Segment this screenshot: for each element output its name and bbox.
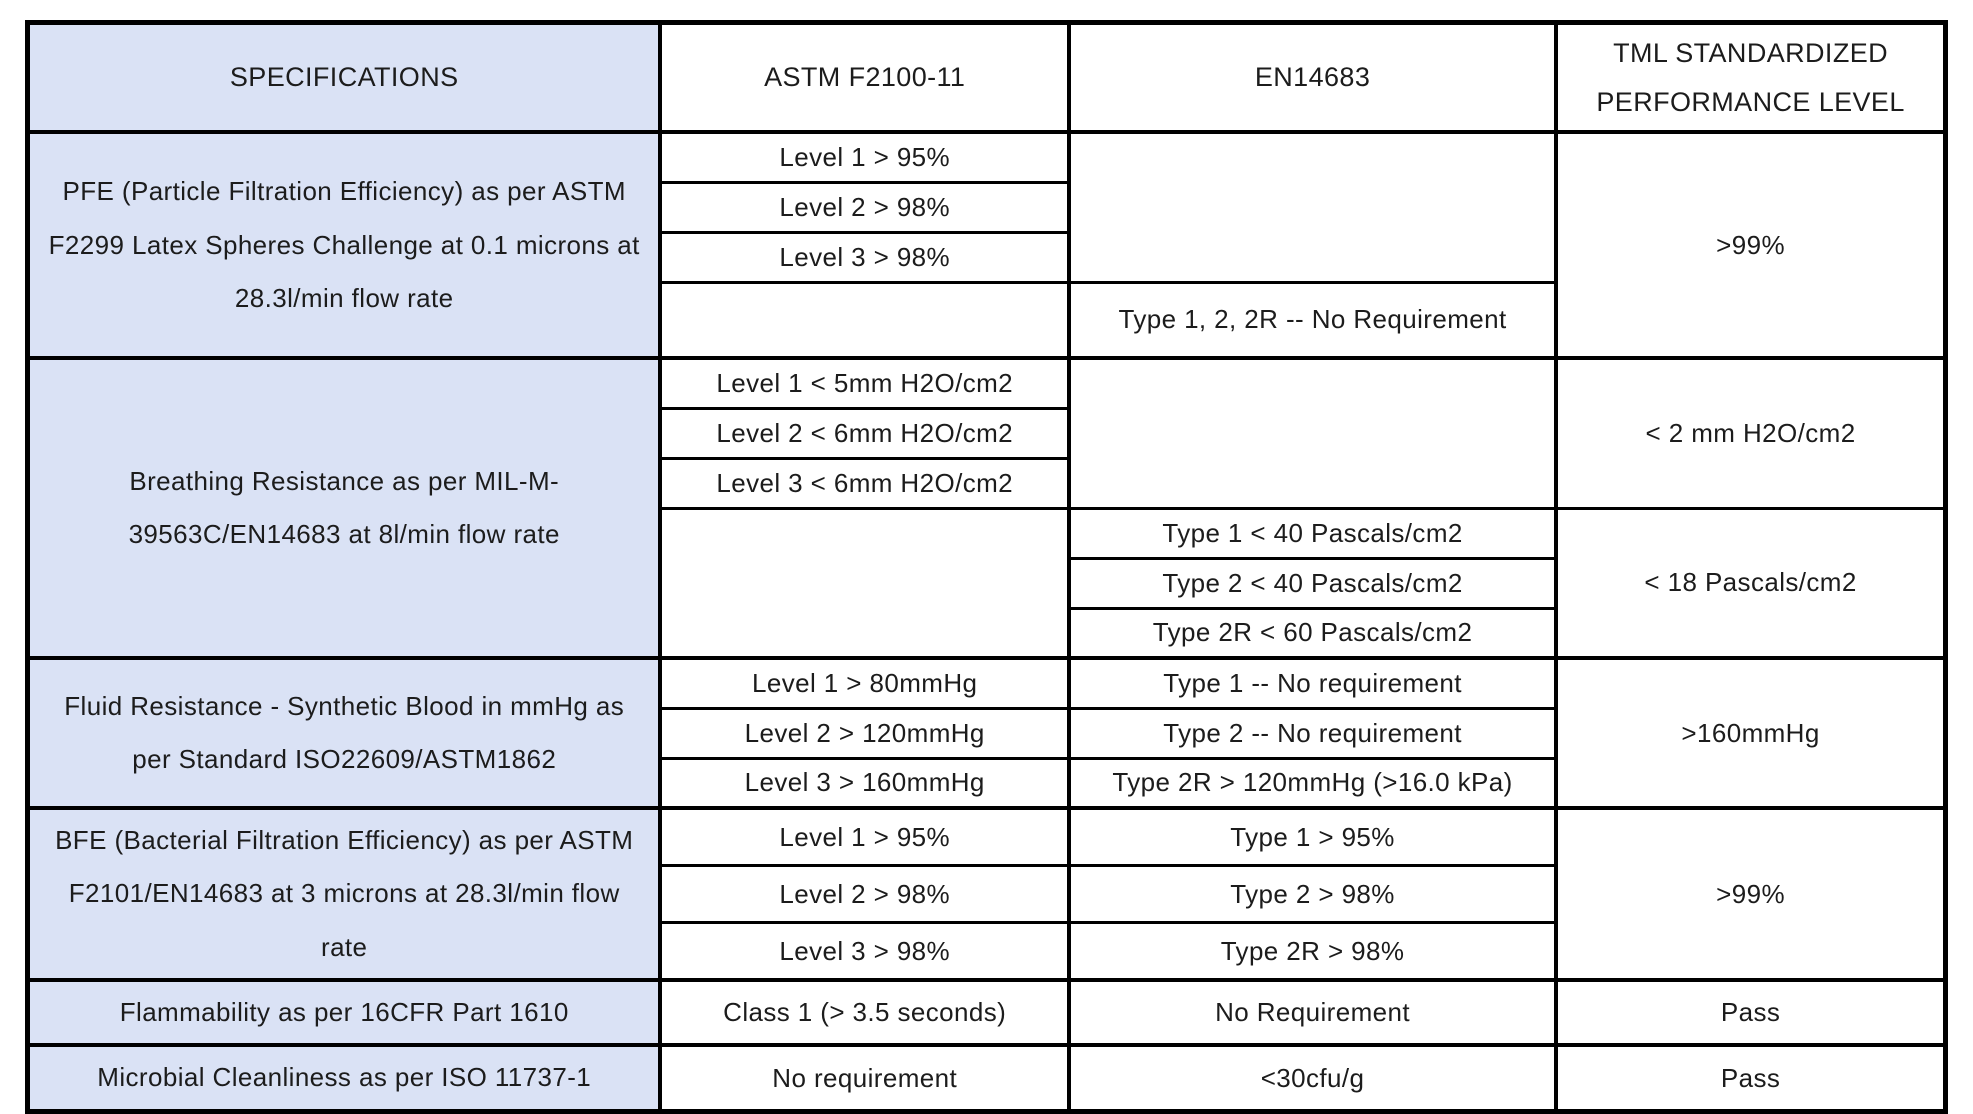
header-cell-astm: ASTM F2100-11 bbox=[660, 23, 1069, 133]
bfe-en-type1-cell: Type 1 > 95% bbox=[1069, 808, 1556, 865]
fluid-astm-level2-cell: Level 2 > 120mmHg bbox=[660, 708, 1069, 758]
breathing-tml-astm-cell: < 2 mm H2O/cm2 bbox=[1556, 358, 1945, 508]
pfe-astm-level3-cell: Level 3 > 98% bbox=[660, 232, 1069, 282]
row-breathing-1 bbox=[28, 358, 1946, 408]
flammability-astm-cell: Class 1 (> 3.5 seconds) bbox=[660, 980, 1069, 1045]
bfe-astm-level2-cell: Level 2 > 98% bbox=[660, 865, 1069, 922]
pfe-astm-empty-cell bbox=[660, 282, 1069, 358]
bfe-en-type2r-cell: Type 2R > 98% bbox=[1069, 923, 1556, 980]
microbial-spec-cell: Microbial Cleanliness as per ISO 11737-1 bbox=[28, 1045, 661, 1111]
specifications-table bbox=[25, 20, 1948, 1114]
breathing-en-type1-cell: Type 1 < 40 Pascals/cm2 bbox=[1069, 508, 1556, 558]
microbial-tml-cell: Pass bbox=[1556, 1045, 1945, 1111]
fluid-en-type1-cell: Type 1 -- No requirement bbox=[1069, 658, 1556, 708]
header-cell-specifications: SPECIFICATIONS bbox=[28, 23, 661, 133]
fluid-spec-cell: Fluid Resistance - Synthetic Blood in mmHg as per Standard ISO22609/ASTM1862 bbox=[28, 658, 661, 808]
fluid-en-type2r-cell: Type 2R > 120mmHg (>16.0 kPa) bbox=[1069, 758, 1556, 808]
flammability-spec-cell: Flammability as per 16CFR Part 1610 bbox=[28, 980, 661, 1045]
breathing-astm-empty-cell bbox=[660, 508, 1069, 658]
microbial-en-cell: <30cfu/g bbox=[1069, 1045, 1556, 1111]
breathing-astm-level3-cell: Level 3 < 6mm H2O/cm2 bbox=[660, 458, 1069, 508]
bfe-en-type2-cell: Type 2 > 98% bbox=[1069, 865, 1556, 922]
bfe-spec-cell: BFE (Bacterial Filtration Efficiency) as per ASTM F2101/EN14683 at 3 microns at 28.3l/min flow rate bbox=[28, 808, 661, 980]
pfe-en-requirement-cell: Type 1, 2, 2R -- No Requirement bbox=[1069, 282, 1556, 358]
row-bfe-1 bbox=[28, 808, 1946, 865]
pfe-astm-level2-cell: Level 2 > 98% bbox=[660, 182, 1069, 232]
breathing-astm-level1-cell: Level 1 < 5mm H2O/cm2 bbox=[660, 358, 1069, 408]
breathing-en-type2r-cell: Type 2R < 60 Pascals/cm2 bbox=[1069, 608, 1556, 658]
pfe-spec-cell: PFE (Particle Filtration Efficiency) as per ASTM F2299 Latex Spheres Challenge at 0.1 microns at 28.3l/min flow rate bbox=[28, 132, 661, 358]
fluid-astm-level1-cell: Level 1 > 80mmHg bbox=[660, 658, 1069, 708]
row-microbial bbox=[28, 1045, 1946, 1111]
flammability-tml-cell: Pass bbox=[1556, 980, 1945, 1045]
fluid-astm-level3-cell: Level 3 > 160mmHg bbox=[660, 758, 1069, 808]
bfe-tml-cell: >99% bbox=[1556, 808, 1945, 980]
microbial-astm-cell: No requirement bbox=[660, 1045, 1069, 1111]
pfe-tml-cell: >99% bbox=[1556, 132, 1945, 358]
fluid-en-type2-cell: Type 2 -- No requirement bbox=[1069, 708, 1556, 758]
header-cell-tml: TML STANDARDIZED PERFORMANCE LEVEL bbox=[1556, 23, 1945, 133]
breathing-tml-en-cell: < 18 Pascals/cm2 bbox=[1556, 508, 1945, 658]
fluid-tml-cell: >160mmHg bbox=[1556, 658, 1945, 808]
breathing-spec-cell: Breathing Resistance as per MIL-M-39563C/EN14683 at 8l/min flow rate bbox=[28, 358, 661, 658]
breathing-en-empty-cell bbox=[1069, 358, 1556, 508]
pfe-en-empty-cell bbox=[1069, 132, 1556, 282]
bfe-astm-level3-cell: Level 3 > 98% bbox=[660, 923, 1069, 980]
breathing-astm-level2-cell: Level 2 < 6mm H2O/cm2 bbox=[660, 408, 1069, 458]
header-cell-en: EN14683 bbox=[1069, 23, 1556, 133]
flammability-en-cell: No Requirement bbox=[1069, 980, 1556, 1045]
header-row bbox=[28, 23, 1946, 133]
bfe-astm-level1-cell: Level 1 > 95% bbox=[660, 808, 1069, 865]
breathing-en-type2-cell: Type 2 < 40 Pascals/cm2 bbox=[1069, 558, 1556, 608]
row-pfe-1 bbox=[28, 132, 1946, 182]
row-flammability bbox=[28, 980, 1946, 1045]
row-fluid-1 bbox=[28, 658, 1946, 708]
pfe-astm-level1-cell: Level 1 > 95% bbox=[660, 132, 1069, 182]
